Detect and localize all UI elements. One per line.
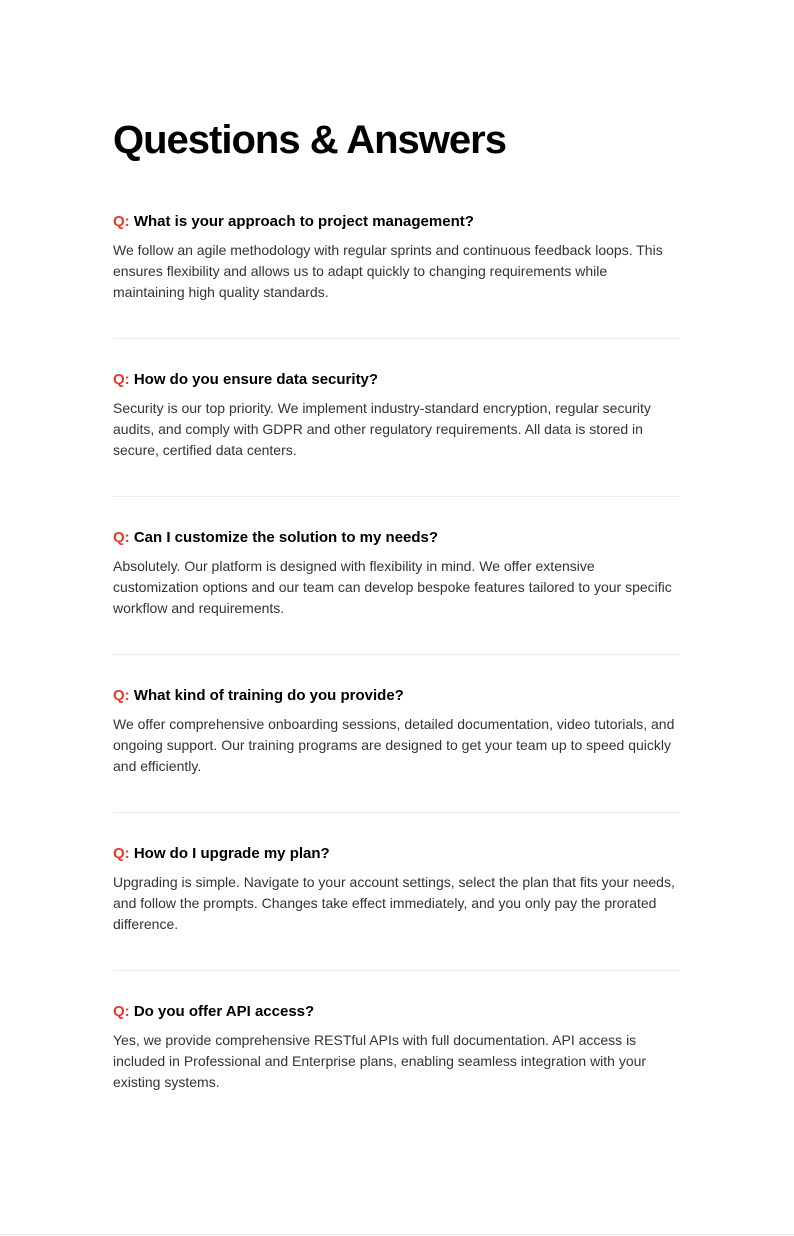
answer: Security is our top priority. We implement industry-standard encryption, regular security audits, and comply with GDPR and other regulatory requirements. All data is stored in secure, certified data centers.	[113, 400, 651, 458]
question-prefix: Q:	[113, 1003, 130, 1020]
qa-item	[113, 844, 680, 971]
question-text: Can I customize the solution to my needs?	[133, 529, 439, 546]
page-bottom-divider	[0, 1234, 794, 1235]
qa-item	[113, 1002, 680, 1128]
question-prefix: Q:	[113, 213, 130, 230]
answer: We offer comprehensive onboarding sessions, detailed documentation, video tutorials, and ongoing support. Our training programs are designed to get your team up to speed quickly and efficiently.	[113, 716, 675, 774]
answer: Yes, we provide comprehensive RESTful APIs with full documentation. API access is included in Professional and Enterprise plans, enabling seamless integration with your existing systems.	[113, 1032, 647, 1090]
qa-item	[113, 212, 680, 339]
question-text: What kind of training do you provide?	[133, 687, 404, 704]
question-prefix: Q:	[113, 529, 130, 546]
question	[113, 212, 680, 232]
qa-item	[113, 370, 680, 497]
question	[113, 528, 680, 548]
question-text: What is your approach to project management?	[133, 213, 474, 230]
question	[113, 1002, 680, 1022]
question	[113, 844, 680, 864]
qa-list	[113, 212, 680, 1159]
page-title: Questions & Answers	[113, 118, 506, 162]
question	[113, 686, 680, 706]
question-text: How do I upgrade my plan?	[133, 845, 330, 862]
answer: Absolutely. Our platform is designed with flexibility in mind. We offer extensive customization options and our team can develop bespoke features tailored to your specific workflow and requirements.	[113, 558, 672, 616]
question-prefix: Q:	[113, 371, 130, 388]
question-text: How do you ensure data security?	[133, 371, 379, 388]
question-prefix: Q:	[113, 845, 130, 862]
answer: We follow an agile methodology with regular sprints and continuous feedback loops. This ensures flexibility and allows us to adapt quickly to changing requirements while maintaining high quality standards.	[113, 242, 663, 300]
question-prefix: Q:	[113, 687, 130, 704]
answer: Upgrading is simple. Navigate to your account settings, select the plan that fits your needs, and follow the prompts. Changes take effect immediately, and you only pay the prorated difference.	[113, 874, 675, 932]
question	[113, 370, 680, 390]
qa-item	[113, 686, 680, 813]
question-text: Do you offer API access?	[133, 1003, 315, 1020]
qa-item	[113, 528, 680, 655]
